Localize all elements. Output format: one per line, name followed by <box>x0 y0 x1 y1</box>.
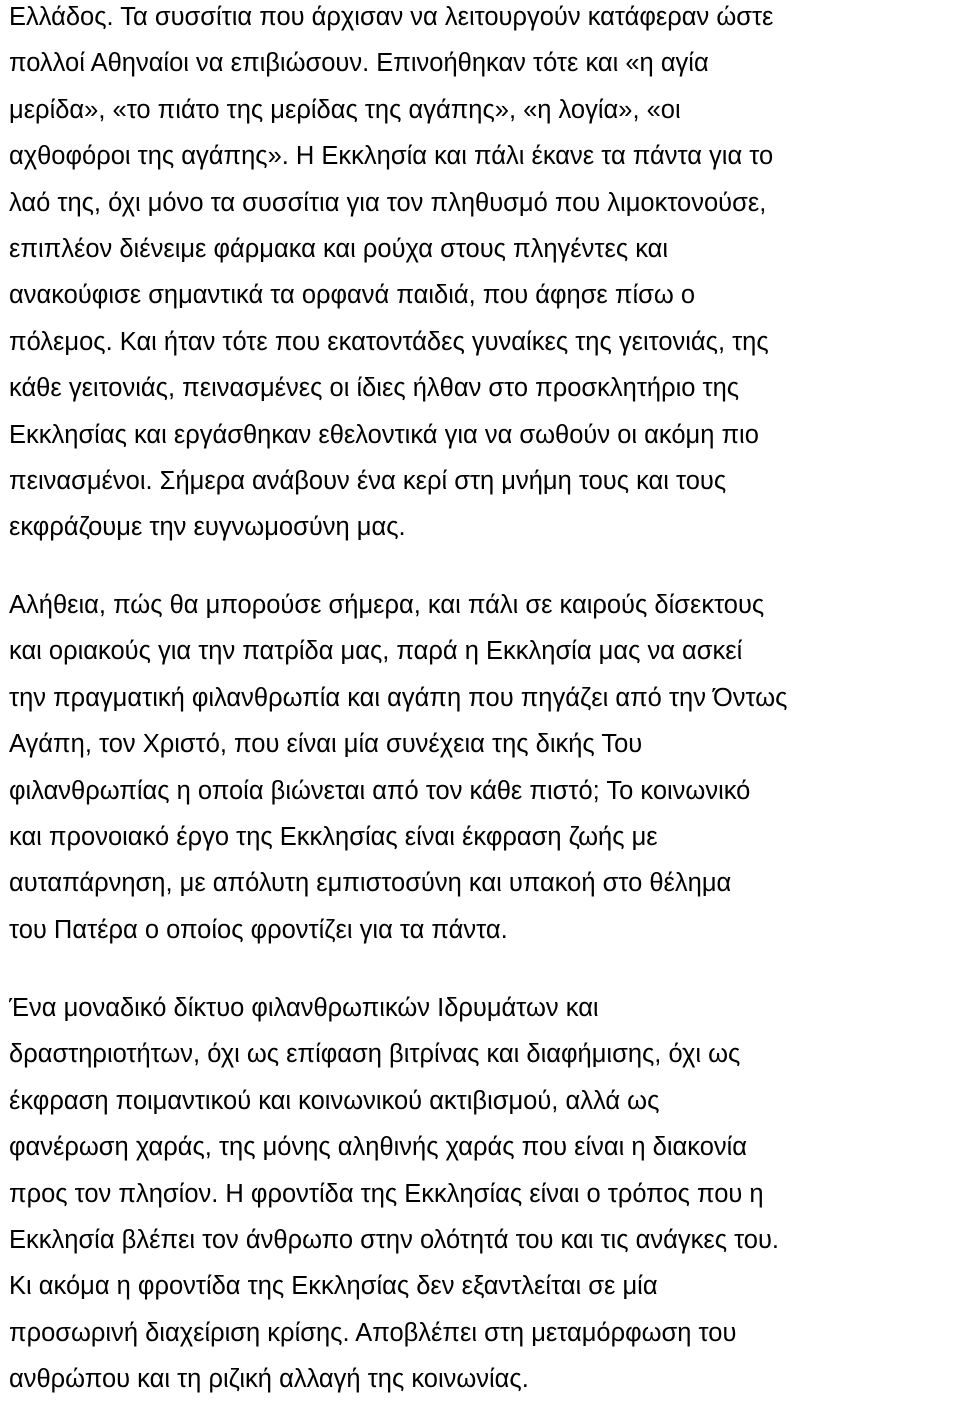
paragraph-line: πεινασμένοι. Σήμερα ανάβουν ένα κερί στη μνήμη τους και τους <box>9 467 727 496</box>
paragraph-1 <box>9 0 773 551</box>
paragraph-line: εκφράζουμε την ευγνωμοσύνη μας. <box>9 513 406 542</box>
paragraph-line: του Πατέρα ο οποίος φροντίζει για τα πάντα. <box>9 915 508 944</box>
paragraph-line: αυταπάρνηση, με απόλυτη εμπιστοσύνη και υπακοή στο θέλημα <box>9 869 732 898</box>
paragraph-line: λαό της, όχι μόνο τα συσσίτια για τον πληθυσμό που λιμοκτονούσε, <box>9 188 767 217</box>
paragraph-line: έκφραση ποιμαντικού και κοινωνικού ακτιβισμού, αλλά ως <box>9 1086 660 1115</box>
paragraph-3 <box>9 985 779 1403</box>
paragraph-line: επιπλέον διένειμε φάρμακα και ρούχα στους πληγέντες και <box>9 235 669 264</box>
paragraph-line: δραστηριοτήτων, όχι ως επίφαση βιτρίνας και διαφήμισης, όχι ως <box>9 1040 741 1069</box>
paragraph-line: κάθε γειτονιάς, πεινασμένες οι ίδιες ήλθαν στο προσκλητήριο της <box>9 374 740 403</box>
paragraph-line: την πραγματική φιλανθρωπία και αγάπη που πηγάζει από την Όντως <box>9 683 788 712</box>
paragraph-line: προσωρινή διαχείριση κρίσης. Αποβλέπει στη μεταμόρφωση του <box>9 1318 737 1347</box>
paragraph-line: ανθρώπου και τη ριζική αλλαγή της κοινωνίας. <box>9 1365 529 1394</box>
paragraph-line: Εκκλησίας και εργάσθηκαν εθελοντικά για να σωθούν οι ακόμη πιο <box>9 420 759 449</box>
paragraph-line: μερίδα», «το πιάτο της μερίδας της αγάπης», «η λογία», «οι <box>9 95 681 124</box>
paragraph-line: Αλήθεια, πώς θα μπορούσε σήμερα, και πάλι σε καιρούς δίσεκτους <box>9 591 765 619</box>
paragraph-line: πολλοί Αθηναίοι να επιβιώσουν. Επινοήθηκαν τότε και «η αγία <box>9 49 709 78</box>
paragraph-line: αχθοφόροι της αγάπης». Η Εκκλησία και πάλι έκανε τα πάντα για το <box>9 142 774 171</box>
paragraph-line: Εκκλησία βλέπει τον άνθρωπο στην ολότητά του και τις ανάγκες του. <box>9 1226 779 1255</box>
paragraph-line: πόλεμος. Και ήταν τότε που εκατοντάδες γυναίκες της γειτονιάς, της <box>9 327 769 356</box>
paragraph-line: προς τον πλησίον. Η φροντίδα της Εκκλησίας είναι ο τρόπος που η <box>9 1179 764 1208</box>
paragraph-line: φιλανθρωπίας η οποία βιώνεται από τον κάθε πιστό; Το κοινωνικό <box>9 776 751 805</box>
paragraph-line: φανέρωση χαράς, της μόνης αληθινής χαράς που είναι η διακονία <box>9 1133 748 1162</box>
paragraph-line: Ελλάδος. Τα συσσίτια που άρχισαν να λειτουργούν κατάφεραν ώστε <box>9 3 774 31</box>
paragraph-line: και προνοιακό έργο της Εκκλησίας είναι έκφραση ζωής με <box>9 823 658 852</box>
paragraph-line: Ένα μοναδικό δίκτυο φιλανθρωπικών Ιδρυμάτων και <box>9 994 599 1022</box>
paragraph-line: ανακούφισε σημαντικά τα ορφανά παιδιά, που άφησε πίσω ο <box>9 281 696 310</box>
paragraph-line: Κι ακόμα η φροντίδα της Εκκλησίας δεν εξαντλείται σε μία <box>9 1272 658 1301</box>
paragraph-line: Αγάπη, τον Χριστό, που είναι μία συνέχεια της δικής Του <box>9 730 643 759</box>
paragraph-2 <box>9 582 787 953</box>
paragraph-line: και οριακούς για την πατρίδα μας, παρά η Εκκλησία μας να ασκεί <box>9 637 743 666</box>
